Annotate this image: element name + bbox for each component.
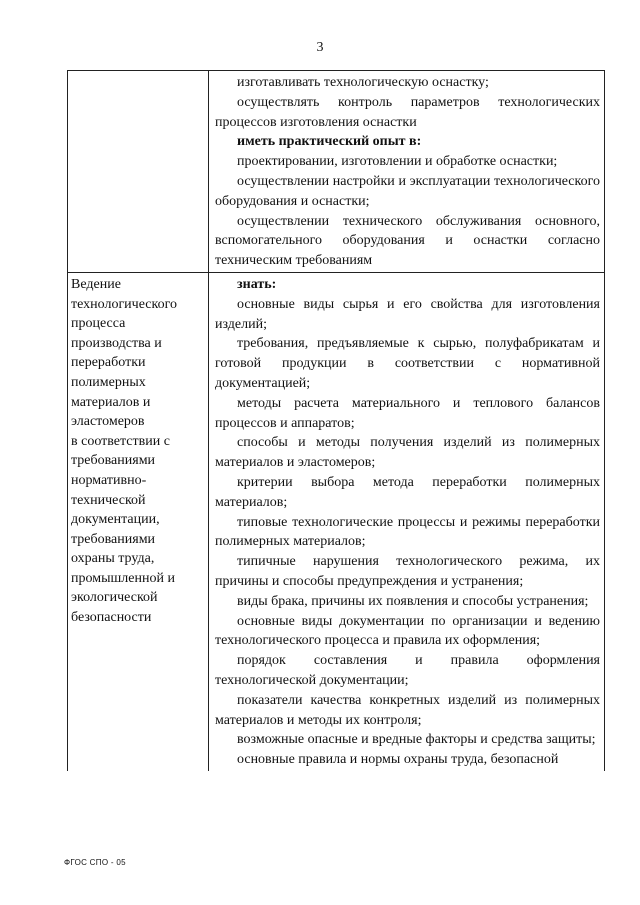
- activity-text-line: переработки: [71, 355, 146, 371]
- activity-text-line: требованиями: [71, 531, 156, 547]
- activity-text-line: в соответствии с: [71, 433, 170, 449]
- requirements-cell: [209, 71, 605, 273]
- footer-code: ФГОС СПО - 05: [64, 858, 126, 867]
- activity-text-line: полимерных: [71, 374, 146, 390]
- activity-text-line: эластомеров: [71, 414, 145, 430]
- activity-text-line: технологического: [71, 296, 177, 312]
- requirement-item: показатели качества конкретных изделий из полимерных материалов и методы их контроля;: [215, 692, 600, 728]
- requirement-item: изготавливать технологическую оснастку;: [237, 75, 489, 90]
- requirement-item: основные виды сырья и его свойства для изготовления изделий;: [215, 296, 600, 332]
- activity-text-line: процесса: [71, 316, 126, 332]
- table-row: [68, 272, 605, 770]
- activity-cell: [68, 272, 209, 770]
- activity-cell: [68, 71, 209, 273]
- requirement-item: осуществлении настройки и эксплуатации технологического оборудования и оснастки;: [215, 173, 600, 209]
- activity-text-line: экологической: [71, 590, 158, 606]
- requirement-item: возможные опасные и вредные факторы и средства защиты;: [237, 732, 596, 748]
- activity-text-line: промышленной и: [71, 570, 175, 586]
- requirement-item: типичные нарушения технологического режима, их причины и способы предупреждения и устранения;: [215, 554, 600, 589]
- activity-text-line: нормативно-: [71, 472, 147, 488]
- requirement-item: типовые технологические процессы и режимы переработки полимерных материалов;: [215, 514, 600, 550]
- activity-text-line: безопасности: [71, 610, 152, 626]
- requirement-item: способы и методы получения изделий из полимерных материалов и эластомеров;: [215, 435, 600, 471]
- requirement-item: виды брака, причины их появления и способы устранения;: [237, 593, 589, 609]
- activity-text-line: Ведение: [71, 276, 121, 292]
- requirement-item: требования, предъявляемые к сырью, полуфабрикатам и готовой продукции в соответствии с нормативной документацией;: [215, 336, 600, 391]
- activity-text-line: технической: [71, 492, 146, 508]
- requirement-item: осуществлять контроль параметров технологических процессов изготовления оснастки: [215, 94, 600, 130]
- requirements-cell: [209, 272, 605, 770]
- competency-table: [67, 70, 605, 771]
- activity-text-line: охраны труда,: [71, 551, 155, 567]
- activity-text-line: требованиями: [71, 453, 156, 469]
- requirement-item: проектировании, изготовлении и обработке оснастки;: [237, 154, 558, 170]
- section-heading: иметь практический опыт в:: [237, 134, 422, 150]
- activity-text-line: производства и: [71, 335, 162, 351]
- requirement-item: методы расчета материального и теплового балансов процессов и аппаратов;: [215, 395, 600, 431]
- requirement-item: осуществлении технического обслуживания основного, вспомогательного оборудования и оснастки согласно техническим требованиям: [215, 213, 600, 269]
- requirement-item: основные правила и нормы охраны труда, безопасной: [237, 752, 559, 768]
- activity-text-line: документации,: [71, 512, 160, 528]
- requirement-item: критерии выбора метода переработки полимерных материалов;: [215, 474, 600, 510]
- page-number: 3: [316, 40, 324, 55]
- requirement-item: основные виды документации по организации и ведению технологического процесса и правила их оформления;: [215, 613, 600, 649]
- activity-text-line: материалов и: [71, 394, 151, 410]
- requirement-item: порядок составления и правила оформления технологической документации;: [215, 653, 600, 688]
- table-row: [68, 71, 605, 273]
- section-heading: знать:: [237, 276, 277, 292]
